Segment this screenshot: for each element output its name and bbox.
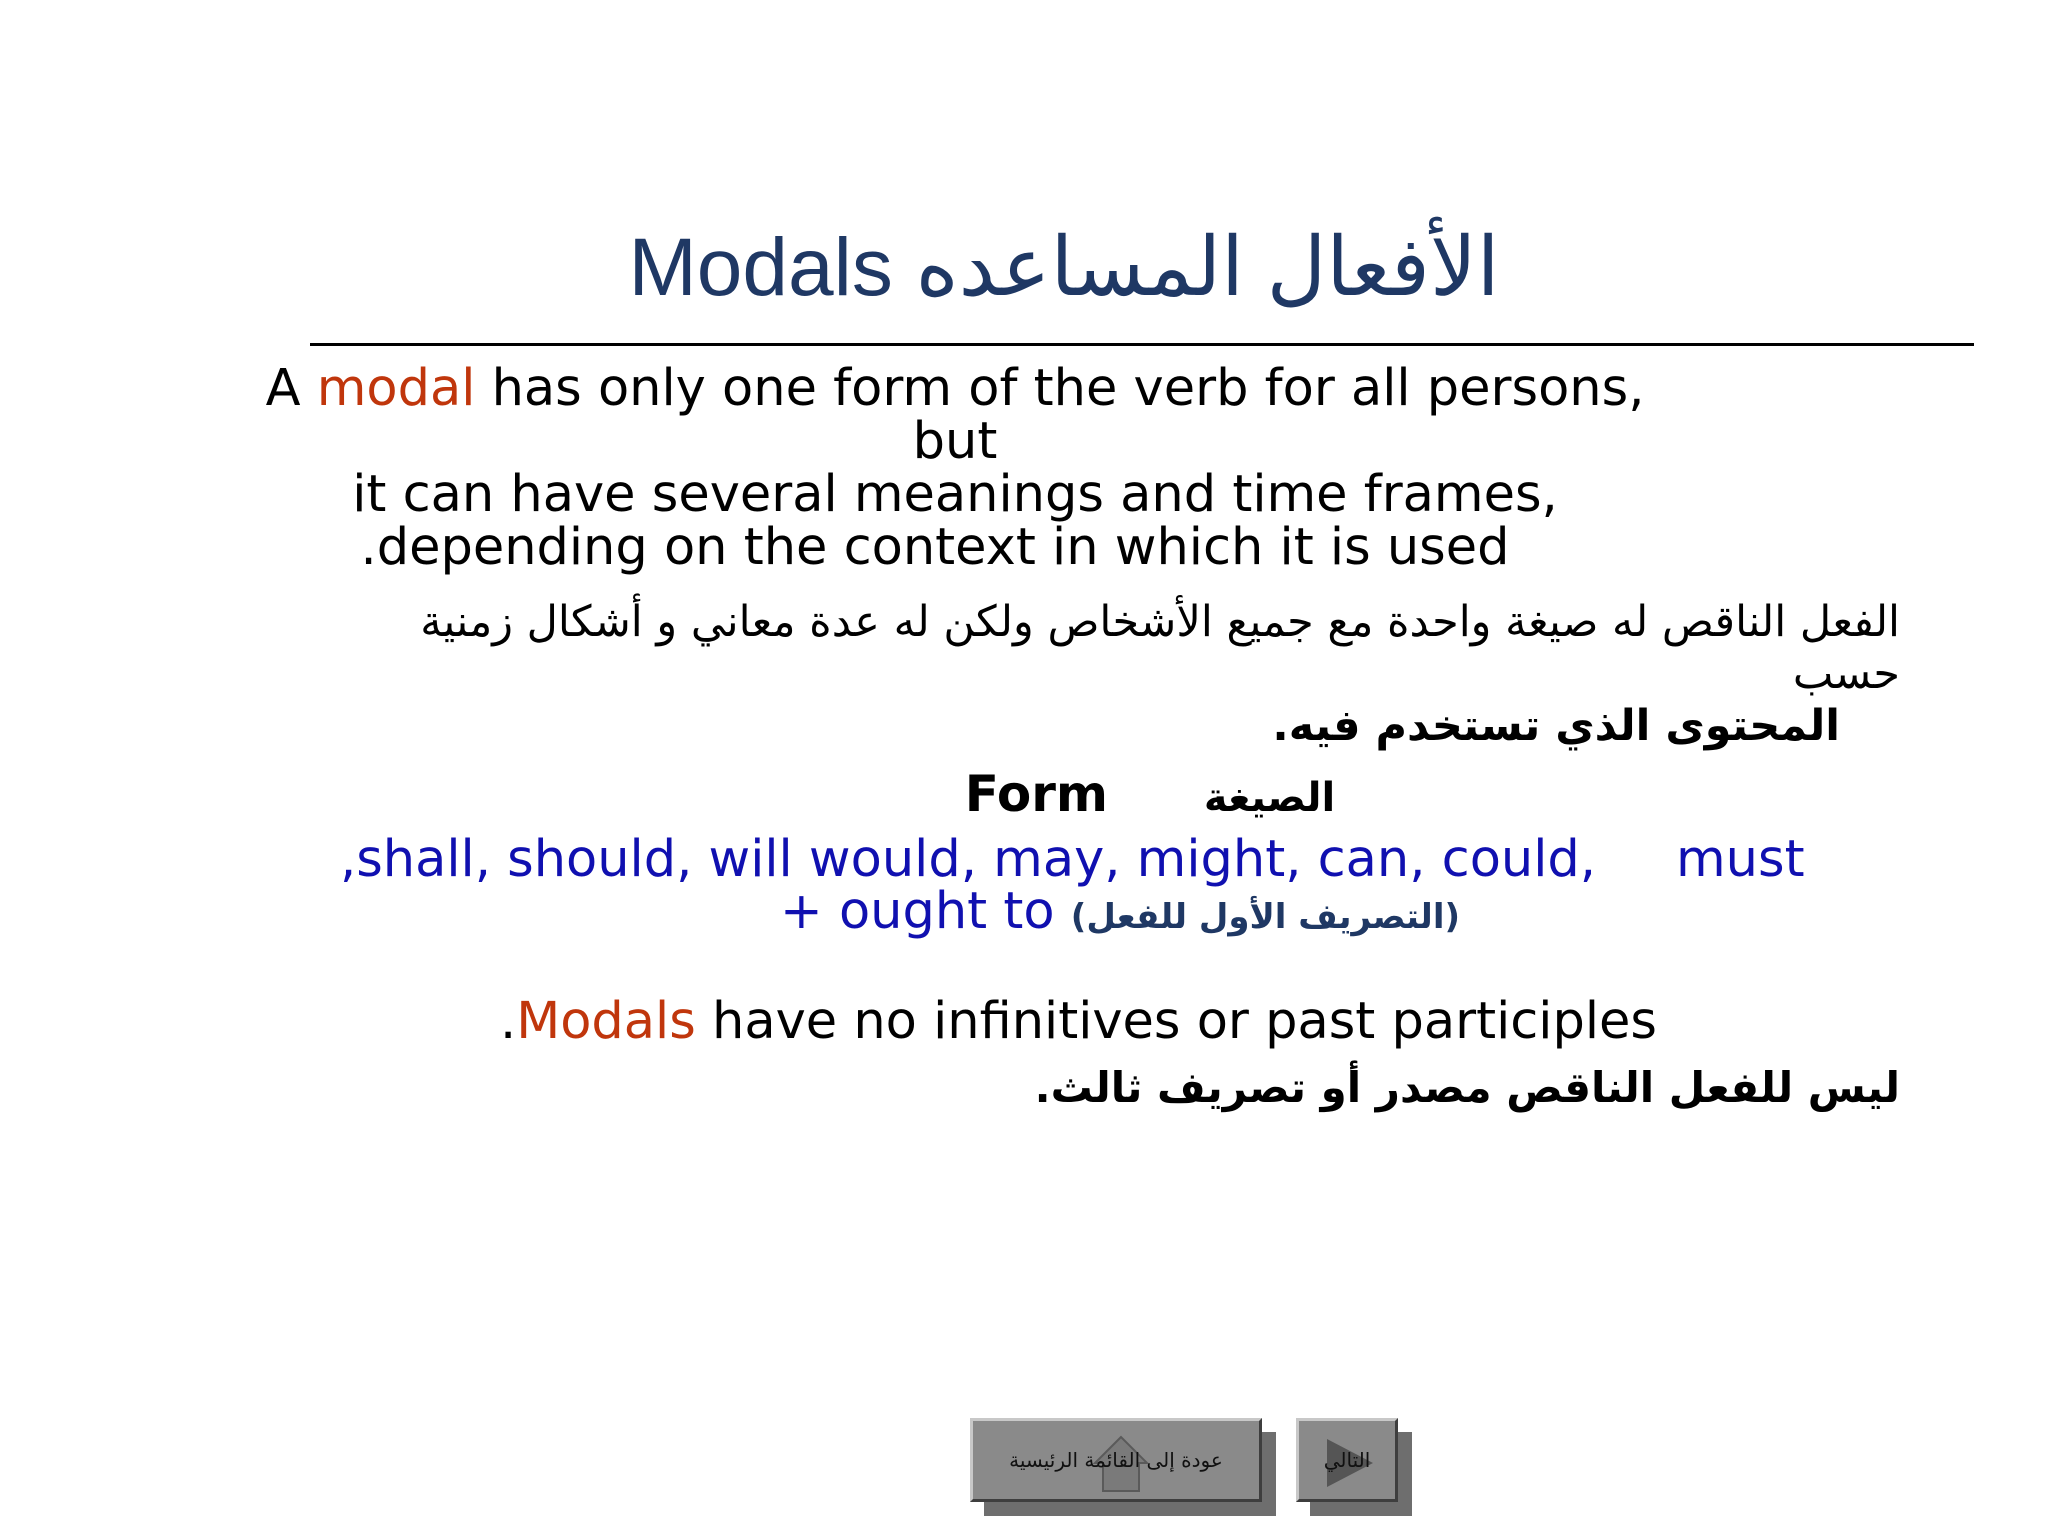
modals-list-line-1 <box>320 830 1880 890</box>
form-heading-english: Form <box>964 765 1109 823</box>
form-heading <box>900 762 1400 830</box>
no-infinitives-rest: have no infinitives or past participles <box>695 992 1657 1051</box>
modals-list-ought-to: + ought to <box>780 882 1071 941</box>
definition-line-3: .depending on the context in which it is used <box>360 518 1510 577</box>
modals-highlight: Modals <box>516 992 696 1051</box>
modals-list-arabic-note: (التصريف الأول للفعل) <box>1070 897 1461 937</box>
no-infinitives-arabic: ليس للفعل الناقص مصدر أو تصريف ثالث. <box>1034 1063 1900 1112</box>
no-infinitives-prefix: . <box>500 992 517 1051</box>
definition-line-1 <box>255 359 1655 471</box>
next-button[interactable] <box>1296 1418 1398 1502</box>
title-arabic: الأفعال المساعده <box>915 222 1500 313</box>
home-button-label: عودة إلى القائمة الرئيسية <box>1009 1448 1223 1472</box>
modals-list-verbs: ,shall, should, will would, may, might, can, could, <box>340 830 1596 889</box>
definition-arabic-line-1: الفعل الناقص له صيغة واحدة مع جميع الأشخاص ولكن له عدة معاني و أشكال زمنية حسب <box>420 597 1900 699</box>
definition-arabic-line-2: المحتوى الذي تستخدم فيه. <box>1272 701 1840 751</box>
definition-english <box>255 359 1655 577</box>
definition-line-2: it can have several meanings and time frames, <box>352 465 1558 524</box>
next-button-label: التالي <box>1323 1448 1371 1472</box>
modals-list-must: must <box>1676 830 1805 889</box>
definition-rest-line-1: has only one form of the verb for all persons, but <box>475 359 1645 471</box>
slide-title <box>0 218 2048 318</box>
title-english: Modals <box>628 222 893 313</box>
modals-list-line-2 <box>320 882 1880 947</box>
definition-prefix: A <box>265 359 317 418</box>
modal-highlight: modal <box>316 359 476 418</box>
form-heading-arabic: الصيغة <box>1203 775 1336 821</box>
definition-arabic <box>320 596 1900 752</box>
title-divider <box>310 343 1974 346</box>
modals-list <box>320 830 1880 947</box>
home-menu-button[interactable] <box>970 1418 1262 1502</box>
no-infinitives-english <box>500 992 1700 1052</box>
